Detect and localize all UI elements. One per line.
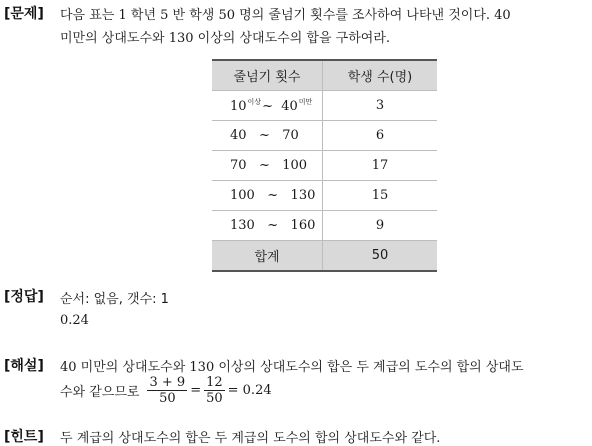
table-row [212,91,437,121]
range-from: 130 [230,218,255,233]
table-row [212,151,437,181]
range-from: 70 [230,158,247,173]
answer-tag: [정답] [4,289,44,305]
explanation-line-2-prefix: 수와 같으므로 [60,385,140,400]
range-from-qualifier: 이상 [247,98,262,106]
table-total-row [212,241,437,272]
range-sep: ~ [258,158,270,173]
range-to: 160 [290,218,316,233]
range-to-qualifier: 미만 [298,98,313,106]
hint-tag: [힌트] [4,429,44,445]
frequency-table [212,59,437,272]
explanation-line-2 [60,375,272,406]
fraction-result [204,375,225,406]
range-from: 10 [230,99,247,114]
count-cell: 15 [323,181,438,211]
range-sep: ~ [262,99,273,114]
table-header-students: 학생 수(명) [323,60,438,91]
table-row [212,211,437,241]
hint-line-1: 두 계급의 상대도수의 합은 두 계급의 도수의 합의 상대도수와 같다. [60,431,441,446]
explanation-line-1: 40 미만의 상대도수와 130 이상의 상대도수의 합은 두 계급의 도수의 합의 상대도 [60,360,524,375]
range-from: 100 [230,188,255,203]
count-cell: 17 [323,151,438,181]
total-value: 50 [323,241,438,272]
range-to: 130 [290,188,316,203]
equals-sign: = [190,383,202,398]
range-to: 40 [281,99,298,114]
fraction-numerator: 12 [206,375,223,390]
range-sep: ~ [258,128,270,143]
fraction-denominator: 50 [159,391,176,406]
range-cell [212,121,323,151]
count-cell: 9 [323,211,438,241]
fraction-numerator: 3 + 9 [149,375,186,390]
range-to: 100 [282,158,308,173]
explanation-tag: [해설] [4,358,44,374]
range-cell [212,151,323,181]
range-sep: ~ [267,218,279,233]
range-from: 40 [230,128,247,143]
fraction-denominator: 50 [206,391,223,406]
question-line-1: 다음 표는 1 학년 5 반 학생 50 명의 줄넘기 횟수를 조사하여 나타낸 것이다. 40 [60,8,511,23]
table-header-count-range: 줄넘기 횟수 [212,60,323,91]
count-cell: 6 [323,121,438,151]
table-row [212,181,437,211]
question-line-2: 미만의 상대도수와 130 이상의 상대도수의 합을 구하여라. [60,31,391,46]
range-sep: ~ [267,188,279,203]
range-to: 70 [282,128,299,143]
total-label: 합계 [212,241,323,272]
question-tag: [문제] [4,6,44,22]
count-cell: 3 [323,91,438,121]
fraction-sum [147,375,187,406]
range-cell [212,181,323,211]
answer-line-1: 순서: 없음, 갯수: 1 [60,292,169,307]
table-header-row [212,60,437,91]
final-result: = 0.24 [227,383,272,398]
table-row [212,121,437,151]
range-cell [212,211,323,241]
range-cell [212,91,323,121]
answer-line-2: 0.24 [60,313,89,328]
